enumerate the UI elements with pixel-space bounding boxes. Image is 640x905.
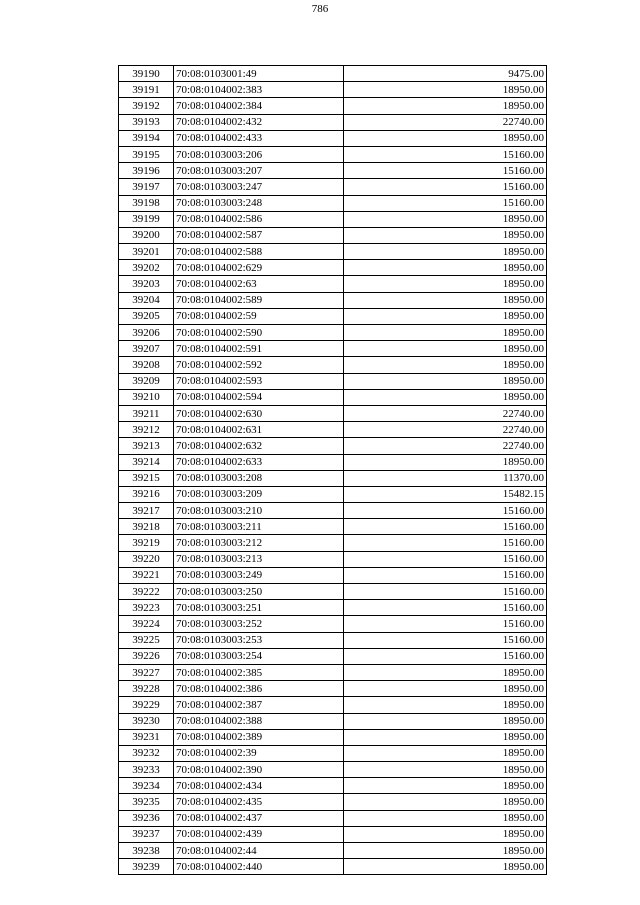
table-row: [119, 389, 547, 405]
cadastral-number-cell: 70:08:0104002:587: [174, 227, 344, 243]
cadastral-number-cell: 70:08:0103003:210: [174, 503, 344, 519]
table-row: [119, 551, 547, 567]
table-row: [119, 244, 547, 260]
row-number-cell: 39205: [119, 308, 174, 324]
cadastral-number-cell: 70:08:0103003:213: [174, 551, 344, 567]
value-cell: 18950.00: [344, 681, 547, 697]
row-number-cell: 39197: [119, 179, 174, 195]
value-cell: 22740.00: [344, 438, 547, 454]
value-cell: 15160.00: [344, 146, 547, 162]
row-number-cell: 39212: [119, 422, 174, 438]
row-number-cell: 39221: [119, 567, 174, 583]
cadastral-number-cell: 70:08:0103003:250: [174, 584, 344, 600]
value-cell: 15160.00: [344, 163, 547, 179]
row-number-cell: 39208: [119, 357, 174, 373]
row-number-cell: 39211: [119, 405, 174, 421]
cadastral-number-cell: 70:08:0104002:384: [174, 98, 344, 114]
table-row: [119, 114, 547, 130]
value-cell: 18950.00: [344, 713, 547, 729]
cadastral-number-cell: 70:08:0104002:59: [174, 308, 344, 324]
cadastral-number-cell: 70:08:0104002:44: [174, 843, 344, 859]
row-number-cell: 39234: [119, 778, 174, 794]
value-cell: 15160.00: [344, 584, 547, 600]
value-cell: 18950.00: [344, 664, 547, 680]
cadastral-number-cell: 70:08:0104002:440: [174, 859, 344, 875]
value-cell: 18950.00: [344, 859, 547, 875]
cadastral-number-cell: 70:08:0103003:211: [174, 519, 344, 535]
table-row: [119, 325, 547, 341]
cadastral-number-cell: 70:08:0104002:586: [174, 211, 344, 227]
table-row: [119, 66, 547, 82]
value-cell: 11370.00: [344, 470, 547, 486]
row-number-cell: 39225: [119, 632, 174, 648]
row-number-cell: 39193: [119, 114, 174, 130]
cadastral-number-cell: 70:08:0104002:433: [174, 130, 344, 146]
table-row: [119, 697, 547, 713]
row-number-cell: 39192: [119, 98, 174, 114]
row-number-cell: 39209: [119, 373, 174, 389]
table-row: [119, 195, 547, 211]
row-number-cell: 39226: [119, 648, 174, 664]
value-cell: 18950.00: [344, 729, 547, 745]
value-cell: 18950.00: [344, 697, 547, 713]
row-number-cell: 39227: [119, 664, 174, 680]
cadastral-number-cell: 70:08:0103001:49: [174, 66, 344, 82]
table-body: [119, 66, 547, 875]
row-number-cell: 39207: [119, 341, 174, 357]
row-number-cell: 39217: [119, 503, 174, 519]
cadastral-number-cell: 70:08:0103003:206: [174, 146, 344, 162]
value-cell: 18950.00: [344, 227, 547, 243]
value-cell: 18950.00: [344, 843, 547, 859]
row-number-cell: 39216: [119, 486, 174, 502]
value-cell: 18950.00: [344, 260, 547, 276]
row-number-cell: 39233: [119, 762, 174, 778]
table-row: [119, 600, 547, 616]
table-row: [119, 778, 547, 794]
table-row: [119, 292, 547, 308]
row-number-cell: 39223: [119, 600, 174, 616]
cadastral-number-cell: 70:08:0104002:390: [174, 762, 344, 778]
cadastral-number-cell: 70:08:0104002:588: [174, 244, 344, 260]
table-row: [119, 503, 547, 519]
value-cell: 22740.00: [344, 422, 547, 438]
table-row: [119, 422, 547, 438]
cadastral-number-cell: 70:08:0103003:208: [174, 470, 344, 486]
row-number-cell: 39231: [119, 729, 174, 745]
table-row: [119, 373, 547, 389]
value-cell: 15160.00: [344, 535, 547, 551]
value-cell: 15160.00: [344, 179, 547, 195]
table-row: [119, 308, 547, 324]
value-cell: 15160.00: [344, 616, 547, 632]
row-number-cell: 39237: [119, 826, 174, 842]
row-number-cell: 39204: [119, 292, 174, 308]
value-cell: 15160.00: [344, 503, 547, 519]
cadastral-value-table: [118, 65, 547, 875]
value-cell: 15160.00: [344, 648, 547, 664]
cadastral-number-cell: 70:08:0104002:383: [174, 82, 344, 98]
value-cell: 18950.00: [344, 276, 547, 292]
table-row: [119, 729, 547, 745]
value-cell: 18950.00: [344, 325, 547, 341]
cadastral-number-cell: 70:08:0103003:209: [174, 486, 344, 502]
table-row: [119, 179, 547, 195]
table-row: [119, 794, 547, 810]
value-cell: 18950.00: [344, 98, 547, 114]
value-cell: 22740.00: [344, 405, 547, 421]
table-row: [119, 341, 547, 357]
table-row: [119, 745, 547, 761]
table-row: [119, 681, 547, 697]
row-number-cell: 39222: [119, 584, 174, 600]
cadastral-number-cell: 70:08:0104002:435: [174, 794, 344, 810]
cadastral-number-cell: 70:08:0104002:437: [174, 810, 344, 826]
row-number-cell: 39230: [119, 713, 174, 729]
value-cell: 15160.00: [344, 519, 547, 535]
table-row: [119, 713, 547, 729]
row-number-cell: 39239: [119, 859, 174, 875]
cadastral-number-cell: 70:08:0104002:631: [174, 422, 344, 438]
cadastral-number-cell: 70:08:0103003:247: [174, 179, 344, 195]
cadastral-number-cell: 70:08:0103003:212: [174, 535, 344, 551]
value-cell: 18950.00: [344, 244, 547, 260]
table-row: [119, 405, 547, 421]
row-number-cell: 39236: [119, 810, 174, 826]
table-row: [119, 130, 547, 146]
row-number-cell: 39201: [119, 244, 174, 260]
table-row: [119, 163, 547, 179]
row-number-cell: 39215: [119, 470, 174, 486]
value-cell: 18950.00: [344, 130, 547, 146]
value-cell: 15160.00: [344, 567, 547, 583]
row-number-cell: 39195: [119, 146, 174, 162]
cadastral-number-cell: 70:08:0104002:590: [174, 325, 344, 341]
value-cell: 22740.00: [344, 114, 547, 130]
table-row: [119, 146, 547, 162]
row-number-cell: 39196: [119, 163, 174, 179]
value-cell: 18950.00: [344, 82, 547, 98]
cadastral-number-cell: 70:08:0104002:434: [174, 778, 344, 794]
value-cell: 18950.00: [344, 341, 547, 357]
row-number-cell: 39202: [119, 260, 174, 276]
value-cell: 18950.00: [344, 810, 547, 826]
row-number-cell: 39228: [119, 681, 174, 697]
value-cell: 18950.00: [344, 292, 547, 308]
cadastral-number-cell: 70:08:0103003:249: [174, 567, 344, 583]
value-cell: 18950.00: [344, 211, 547, 227]
row-number-cell: 39214: [119, 454, 174, 470]
cadastral-number-cell: 70:08:0103003:254: [174, 648, 344, 664]
table-row: [119, 470, 547, 486]
row-number-cell: 39232: [119, 745, 174, 761]
cadastral-number-cell: 70:08:0104002:633: [174, 454, 344, 470]
value-cell: 15160.00: [344, 632, 547, 648]
value-cell: 18950.00: [344, 794, 547, 810]
cadastral-number-cell: 70:08:0103003:251: [174, 600, 344, 616]
table-row: [119, 276, 547, 292]
value-cell: 18950.00: [344, 373, 547, 389]
row-number-cell: 39213: [119, 438, 174, 454]
table-row: [119, 843, 547, 859]
cadastral-number-cell: 70:08:0104002:39: [174, 745, 344, 761]
table-row: [119, 859, 547, 875]
cadastral-number-cell: 70:08:0104002:589: [174, 292, 344, 308]
table-row: [119, 98, 547, 114]
table-row: [119, 648, 547, 664]
row-number-cell: 39210: [119, 389, 174, 405]
cadastral-number-cell: 70:08:0104002:389: [174, 729, 344, 745]
cadastral-number-cell: 70:08:0104002:629: [174, 260, 344, 276]
table-row: [119, 584, 547, 600]
cadastral-number-cell: 70:08:0104002:632: [174, 438, 344, 454]
cadastral-number-cell: 70:08:0103003:252: [174, 616, 344, 632]
value-cell: 9475.00: [344, 66, 547, 82]
cadastral-number-cell: 70:08:0104002:432: [174, 114, 344, 130]
table-row: [119, 826, 547, 842]
cadastral-number-cell: 70:08:0104002:387: [174, 697, 344, 713]
table-row: [119, 486, 547, 502]
cadastral-number-cell: 70:08:0104002:388: [174, 713, 344, 729]
table-row: [119, 535, 547, 551]
cadastral-number-cell: 70:08:0104002:385: [174, 664, 344, 680]
table-row: [119, 357, 547, 373]
value-cell: 18950.00: [344, 454, 547, 470]
table-row: [119, 810, 547, 826]
row-number-cell: 39190: [119, 66, 174, 82]
row-number-cell: 39218: [119, 519, 174, 535]
table-row: [119, 227, 547, 243]
row-number-cell: 39220: [119, 551, 174, 567]
row-number-cell: 39219: [119, 535, 174, 551]
cadastral-number-cell: 70:08:0104002:63: [174, 276, 344, 292]
cadastral-number-cell: 70:08:0104002:386: [174, 681, 344, 697]
page-number: 786: [311, 3, 329, 15]
table-row: [119, 438, 547, 454]
row-number-cell: 39191: [119, 82, 174, 98]
cadastral-number-cell: 70:08:0103003:248: [174, 195, 344, 211]
row-number-cell: 39229: [119, 697, 174, 713]
value-cell: 15160.00: [344, 551, 547, 567]
row-number-cell: 39206: [119, 325, 174, 341]
cadastral-number-cell: 70:08:0104002:630: [174, 405, 344, 421]
table-row: [119, 82, 547, 98]
cadastral-number-cell: 70:08:0103003:207: [174, 163, 344, 179]
row-number-cell: 39224: [119, 616, 174, 632]
table-row: [119, 567, 547, 583]
row-number-cell: 39199: [119, 211, 174, 227]
value-cell: 18950.00: [344, 745, 547, 761]
value-cell: 18950.00: [344, 308, 547, 324]
row-number-cell: 39238: [119, 843, 174, 859]
cadastral-number-cell: 70:08:0104002:439: [174, 826, 344, 842]
table-row: [119, 632, 547, 648]
table-row: [119, 211, 547, 227]
value-cell: 15482.15: [344, 486, 547, 502]
cadastral-number-cell: 70:08:0104002:593: [174, 373, 344, 389]
value-cell: 15160.00: [344, 600, 547, 616]
row-number-cell: 39203: [119, 276, 174, 292]
value-cell: 15160.00: [344, 195, 547, 211]
table-row: [119, 519, 547, 535]
value-cell: 18950.00: [344, 778, 547, 794]
value-cell: 18950.00: [344, 826, 547, 842]
value-cell: 18950.00: [344, 389, 547, 405]
value-cell: 18950.00: [344, 357, 547, 373]
row-number-cell: 39198: [119, 195, 174, 211]
value-cell: 18950.00: [344, 762, 547, 778]
cadastral-number-cell: 70:08:0104002:592: [174, 357, 344, 373]
table-row: [119, 260, 547, 276]
cadastral-number-cell: 70:08:0104002:594: [174, 389, 344, 405]
row-number-cell: 39200: [119, 227, 174, 243]
cadastral-number-cell: 70:08:0103003:253: [174, 632, 344, 648]
cadastral-number-cell: 70:08:0104002:591: [174, 341, 344, 357]
table-row: [119, 454, 547, 470]
table-row: [119, 664, 547, 680]
table-row: [119, 762, 547, 778]
row-number-cell: 39194: [119, 130, 174, 146]
row-number-cell: 39235: [119, 794, 174, 810]
table-row: [119, 616, 547, 632]
